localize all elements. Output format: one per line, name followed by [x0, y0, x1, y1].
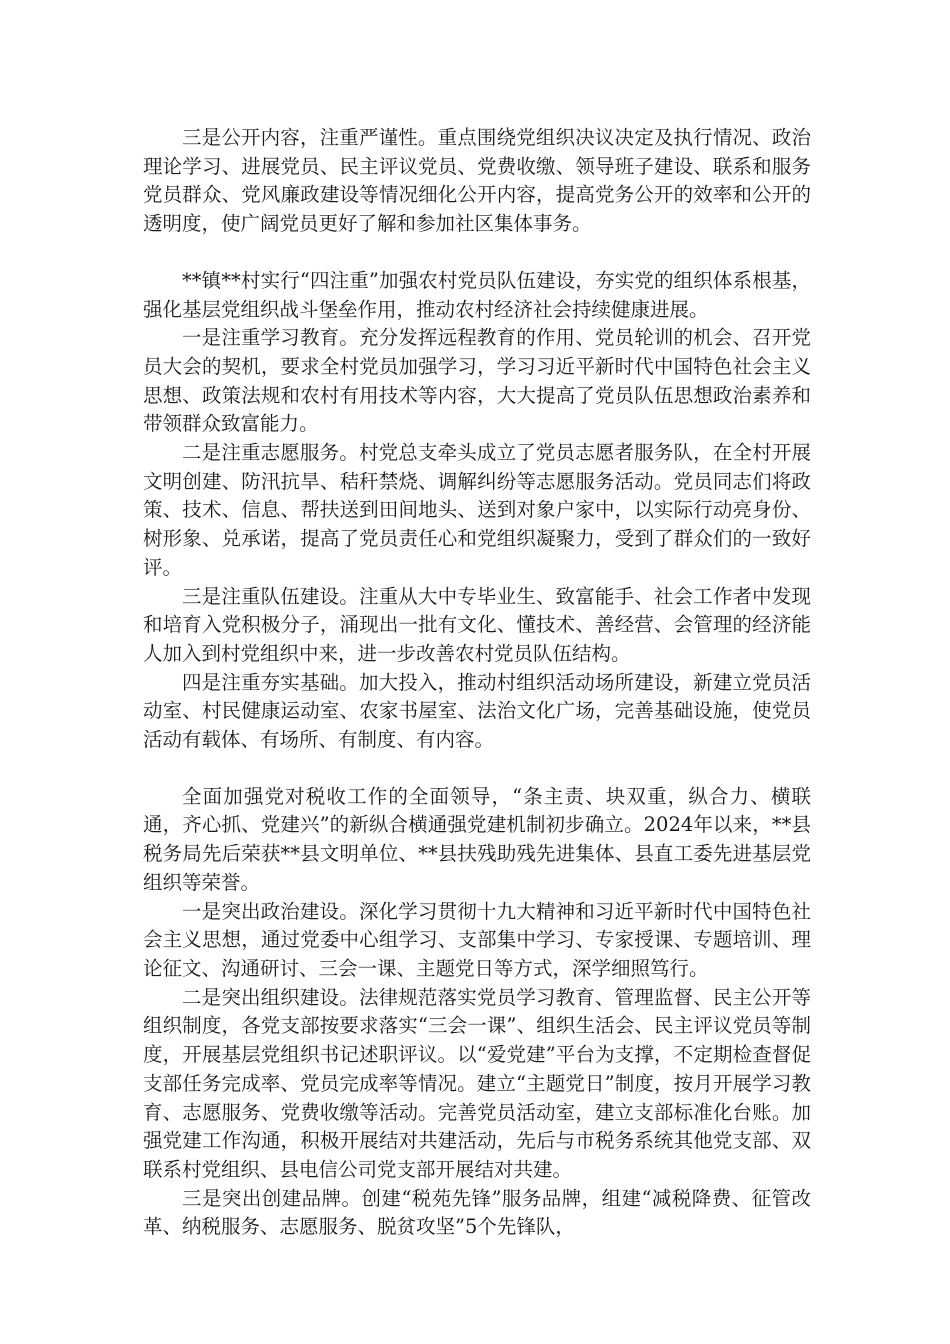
section-tax-bureau-party-building	[143, 783, 811, 1242]
paragraph: 三是公开内容，注重严谨性。重点围绕党组织决议决定及执行情况、政治理论学习、进展党员、民主评议党员、党费收缴、领导班子建设、联系和服务党员群众、党风廉政建设等情况细化公开内容，提高党务公开的效率和公开的透明度，使广阔党员更好了解和参加社区集体事务。	[143, 126, 811, 236]
paragraph: 三是突出创建品牌。创建“税苑先锋”服务品牌，组建“减税降费、征管改革、纳税服务、志愿服务、脱贫攻坚”5个先锋队，	[143, 1186, 811, 1239]
paragraph: 三是注重队伍建设。注重从大中专毕业生、致富能手、社会工作者中发现和培育入党积极分子，涌现出一批有文化、懂技术、善经营、会管理的经济能人加入到村党组织中来，进一步改善农村党员队伍结构。	[143, 584, 811, 665]
document-page	[143, 124, 811, 1242]
paragraph: 二是突出组织建设。法律规范落实党员学习教育、管理监督、民主公开等组织制度，各党支部按要求落实“三会一课”、组织生活会、民主评议党员等制度，开展基层党组织书记述职评议。以“爱党建”平台为支撑，不定期检查督促支部任务完成率、党员完成率等情况。建立“主题党日”制度，按月开展学习教育、志愿服务、党费收缴等活动。完善党员活动室，建立支部标准化台账。加强党建工作沟通，积极开展结对共建活动，先后与市税务系统其他党支部、双联系村党组织、县电信公司党支部开展结对共建。	[143, 985, 811, 1181]
section-party-affairs-disclosure	[143, 124, 811, 239]
paragraph: 一是突出政治建设。深化学习贯彻十九大精神和习近平新时代中国特色社会主义思想，通过党委中心组学习、支部集中学习、专家授课、专题培训、理论征文、沟通研讨、三会一课、主题党日等方式，深学细照笃行。	[143, 899, 811, 980]
section-village-party-building	[143, 267, 811, 755]
paragraph: 二是注重志愿服务。村党总支牵头成立了党员志愿者服务队，在全村开展文明创建、防汛抗旱、秸秆禁烧、调解纠纷等志愿服务活动。党员同志们将政策、技术、信息、帮扶送到田间地头、送到对象户家中，以实际行动亮身份、树形象、兑承诺，提高了党员责任心和党组织凝聚力，受到了群众们的一致好评。	[143, 441, 811, 579]
paragraph: 全面加强党对税收工作的全面领导，“条主责、块双重，纵合力、横联通，齐心抓、党建兴”的新纵合横通强党建机制初步确立。2024年以来，**县税务局先后荣获**县文明单位、**县扶残助残先进集体、县直工委先进基层党组织等荣誉。	[143, 784, 811, 894]
paragraph: 一是注重学习教育。充分发挥远程教育的作用、党员轮训的机会、召开党员大会的契机，要求全村党员加强学习，学习习近平新时代中国特色社会主义思想、政策法规和农村有用技术等内容，大大提高了党员队伍思想政治素养和带领群众致富能力。	[143, 326, 811, 436]
paragraph: **镇**村实行“四注重”加强农村党员队伍建设，夯实党的组织体系根基，强化基层党组织战斗堡垒作用，推动农村经济社会持续健康进展。	[143, 268, 811, 321]
paragraph: 四是注重夯实基础。加大投入，推动村组织活动场所建设，新建立党员活动室、村民健康运动室、农家书屋室、法治文化广场，完善基础设施，使党员活动有载体、有场所、有制度、有内容。	[143, 670, 811, 752]
